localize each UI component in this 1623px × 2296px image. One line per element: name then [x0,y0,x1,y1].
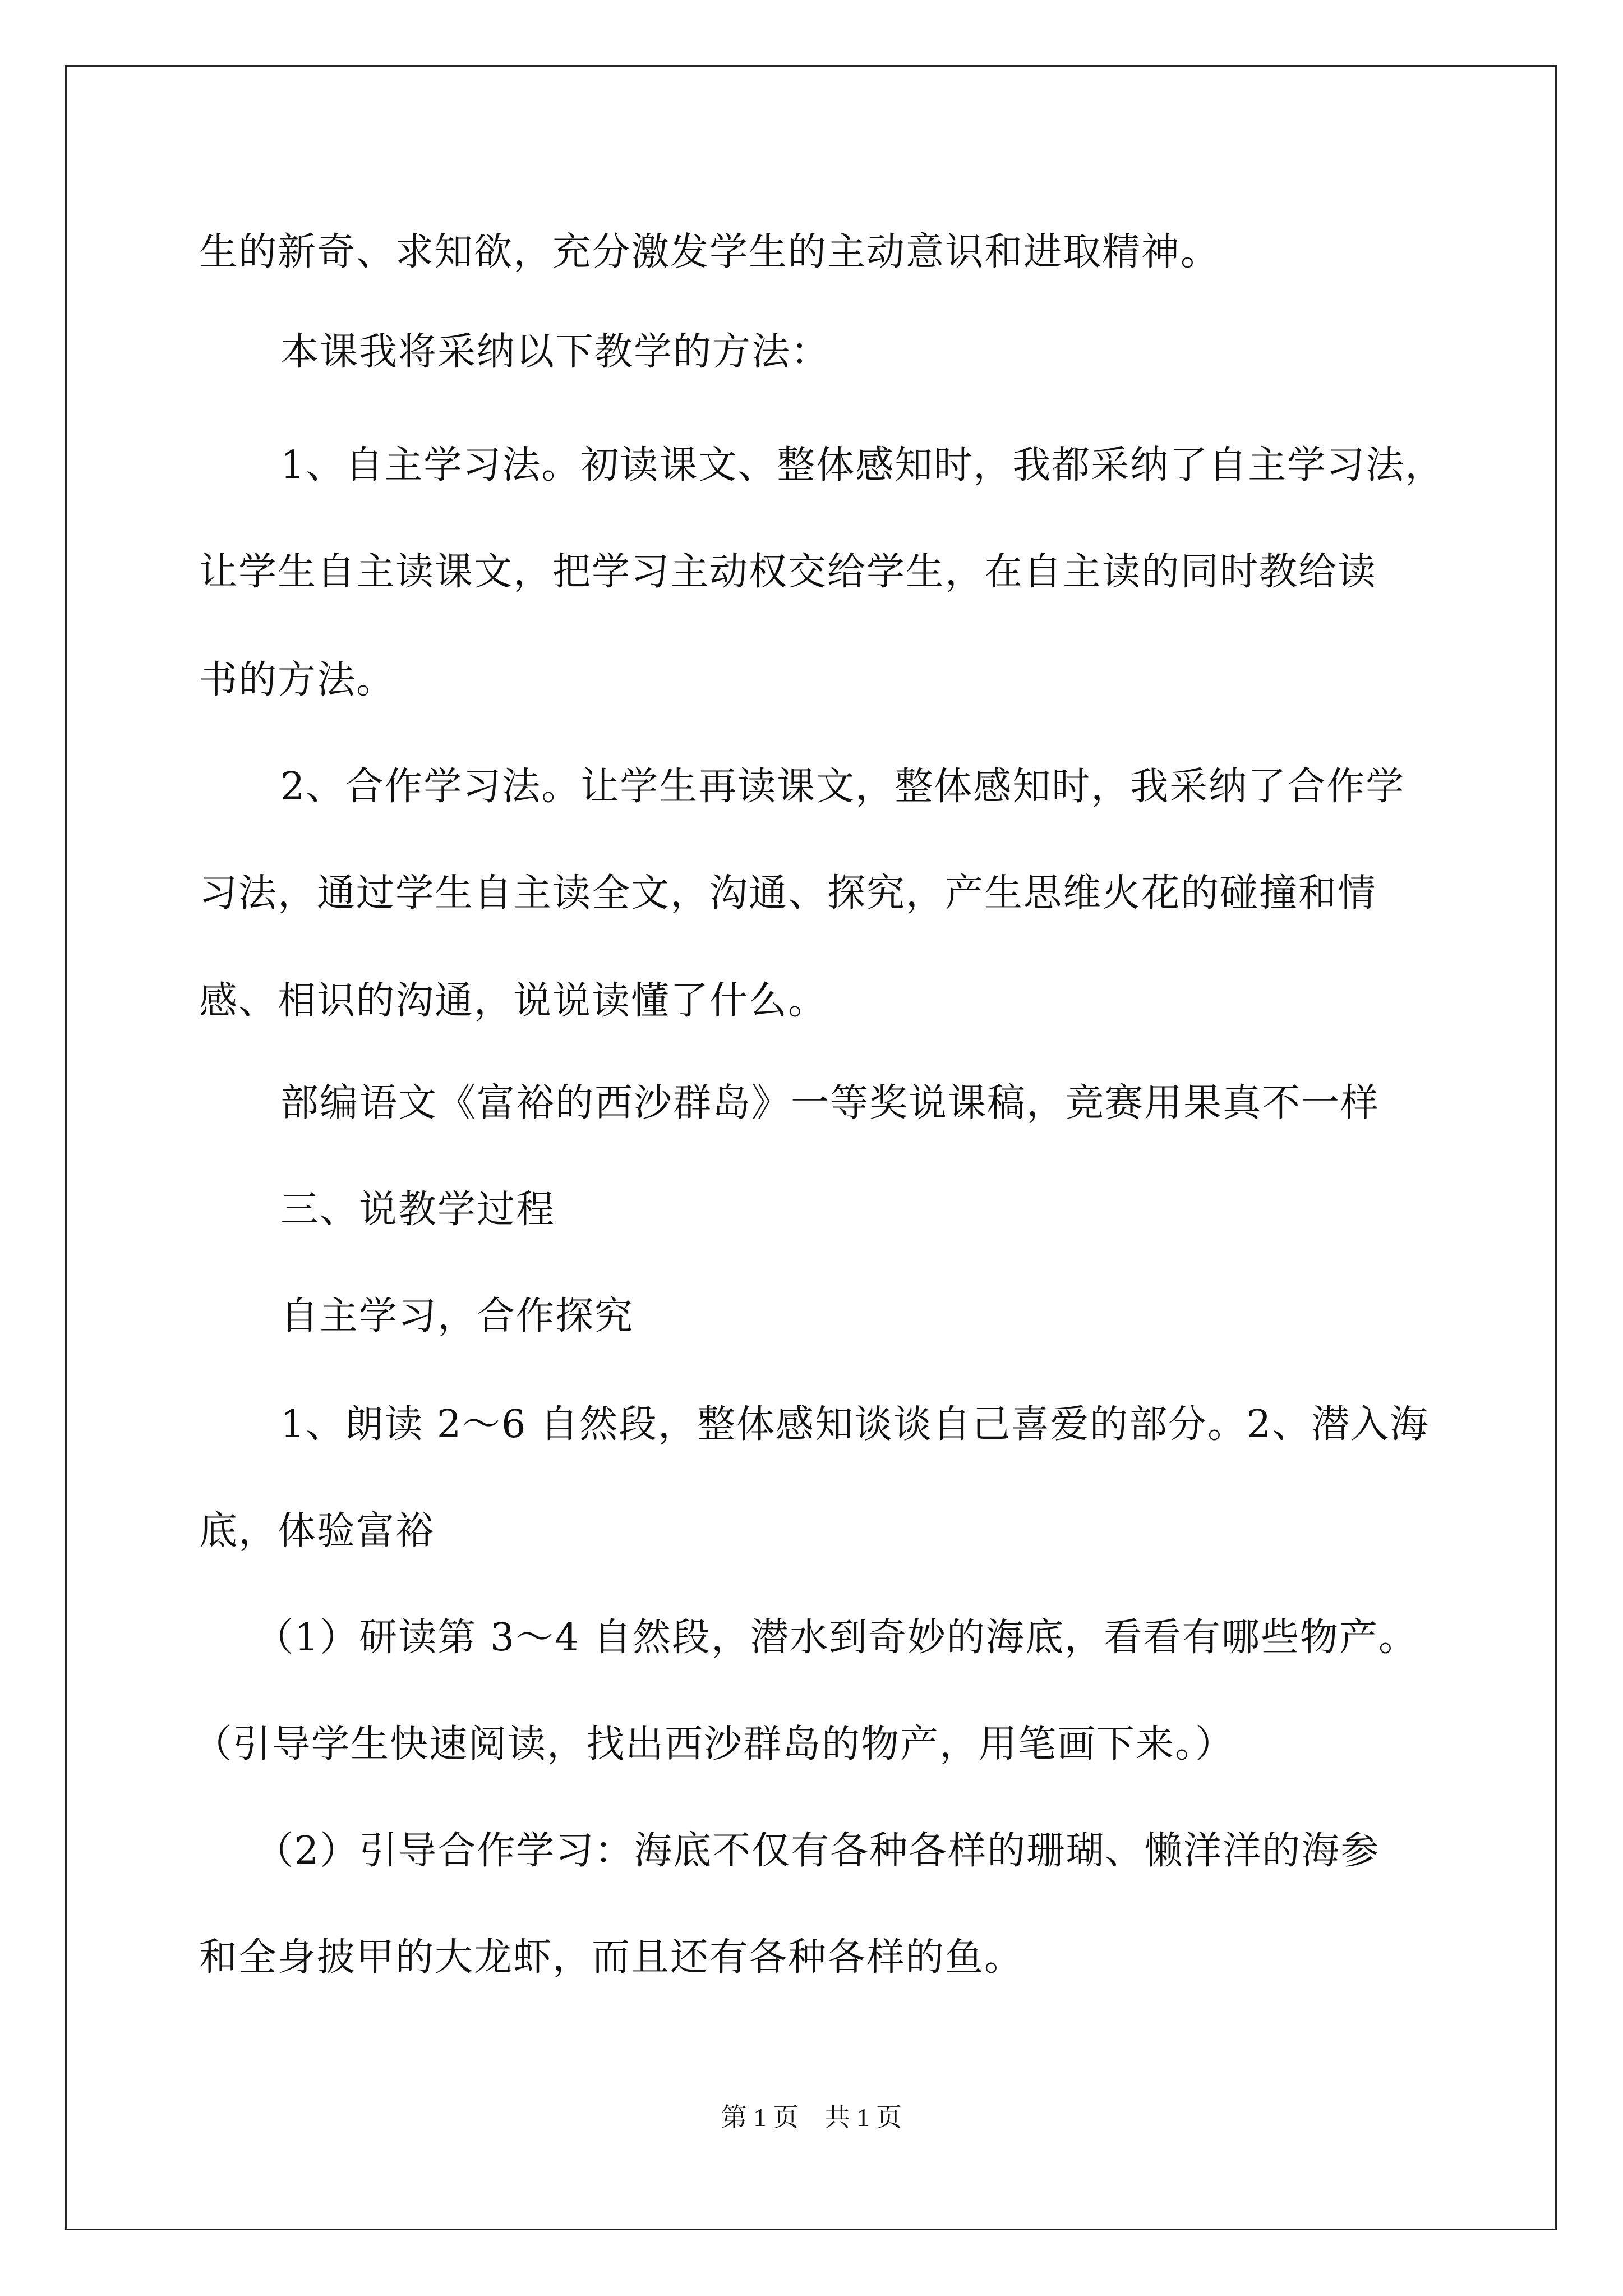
text-line: 2、合作学习法。让学生再读课文，整体感知时，我采纳了合作学 [280,765,1405,809]
text-line: 生的新奇、求知欲，充分激发学生的主动意识和进取精神。 [199,230,1220,274]
text-line: 底，体验富裕 [199,1509,435,1553]
text-line: 自主学习，合作探究 [280,1294,634,1338]
page-border [65,65,1557,2230]
text-line: （2）引导合作学习：海底不仅有各种各样的珊瑚、懒洋洋的海参 [255,1829,1380,1873]
text-line: （1）研读第 3～4 自然段，潜水到奇妙的海底，看看有哪些物产。 [255,1616,1418,1660]
text-line: 1、朗读 2～6 自然段，整体感知谈谈自己喜爱的部分。2、潜入海 [280,1402,1430,1447]
text-line: 本课我将采纳以下教学的方法： [280,330,831,374]
text-line: 部编语文《富裕的西沙群岛》一等奖说课稿，竞赛用果真不一样 [280,1081,1380,1125]
text-line: 三、说教学过程 [280,1188,556,1232]
text-line: 习法，通过学生自主读全文，沟通、探究，产生思维火花的碰撞和情 [199,871,1377,915]
text-line: 1、自主学习法。初读课文、整体感知时，我都采纳了自主学习法， [280,443,1445,487]
text-line: 让学生自主读课文，把学习主动权交给学生，在自主读的同时教给读 [199,550,1377,594]
text-line: （引导学生快速阅读，找出西沙群岛的物产，用笔画下来。） [193,1722,1235,1766]
page-number-label: 第 1 页 共 1 页 [721,2103,902,2132]
text-line: 书的方法。 [199,658,396,702]
page-footer [0,2101,1623,2134]
text-line: 和全身披甲的大龙虾，而且还有各种各样的鱼。 [199,1935,1024,1980]
text-line: 感、相识的沟通，说说读懂了什么。 [199,979,828,1023]
